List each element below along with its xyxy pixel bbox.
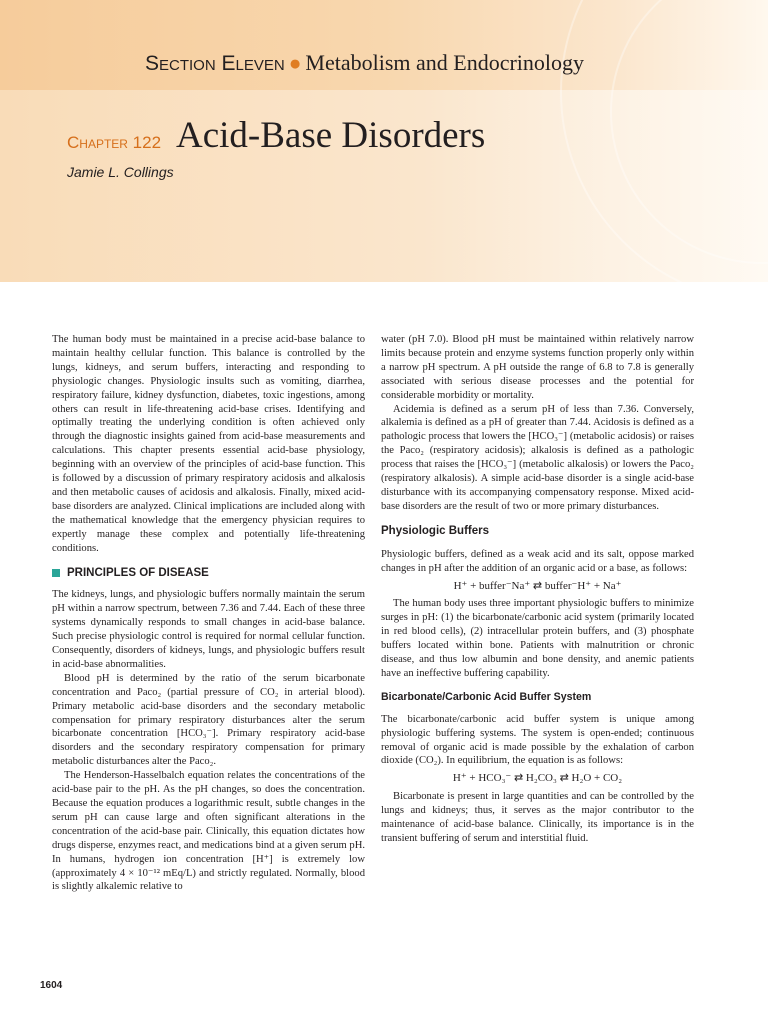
physiologic-buffers-heading: Physiologic Buffers (381, 524, 489, 537)
paragraph: Physiologic buffers, defined as a weak acid and its salt, oppose marked changes in pH after the addition of an organic acid or a base, as follows: (381, 548, 694, 574)
bicarbonate-heading: Bicarbonate/Carbonic Acid Buffer System (381, 690, 592, 703)
section-heading (145, 50, 584, 76)
text-column-left (52, 333, 365, 894)
paragraph: The Henderson-Hasselbalch equation relates the concentrations of the acid-base pair to the pH. As the pH changes, so does the concentration. Because the equation produces a logarithmic result, subtle changes in the serum pH can cause large and often significant alterations in the concentration of the acid-base pair. Clinically, this equation dictates how drugs disperse, enzymes react, and medications bind at a given serum pH. In humans, hydrogen ion concentration [H⁺] is extremely low (approximately 4 × 10⁻¹² mEq/L) and strictly regulated. Normally, blood is slightly alkalemic relative to (52, 770, 366, 893)
bicarbonate-equation: H⁺ + HCO₃⁻ ⇄ H₂CO₃ ⇄ H₂O + CO₂ (452, 772, 623, 785)
bullet-dot-icon: ● (288, 52, 302, 75)
chapter-header (0, 0, 768, 282)
principles-heading-text: PRINCIPLES OF DISEASE (67, 566, 209, 579)
page-number: 1604 (40, 980, 63, 991)
section-label: Section Eleven (145, 52, 285, 75)
paragraph: Bicarbonate is present in large quantities and can be controlled by the lungs and kidneys; thus, it serves as the major contributor to the maintenance of acid-base balance. Clinically, its importance is in the transient buffering of serum and interstitial fluid. (381, 791, 694, 844)
author-name: Jamie L. Collings (67, 164, 174, 180)
buffer-equation: H⁺ + buffer⁻Na⁺ ⇄ buffer⁻H⁺ + Na⁺ (453, 579, 622, 592)
chapter-label: Chapter 122 (67, 133, 162, 152)
paragraph: Blood pH is determined by the ratio of the serum bicarbonate concentration and Paco₂ (partial pressure of CO₂ in arterial blood). Primary metabolic acid-base disorders and the secondary metabolic compensation for primary respiratory disturbances alter the serum bicarbonate concentration [HCO₃⁻]. Primary respiratory acid-base disorders and the secondary respiratory compensation for primary metabolic disturbances alter the Paco₂. (52, 672, 365, 768)
paragraph: Acidemia is defined as a serum pH of less than 7.36. Conversely, alkalemia is defined as a pH of greater than 7.44. Acidosis is defined as a pathologic process that lowers the [HCO₃⁻] (metabolic acidosis) or raises the Paco₂ (respiratory acidosis); alkalosis is defined as a pathologic process that raises the [HCO₃⁻] (metabolic alkalosis) or lowers the Paco₂ (respiratory alkalosis). A simple acid-base disorder is a single acid-base disturbance with its accompanying compensatory response. Mixed acid-base disorders are the result of two or more primary disturbances. (381, 403, 694, 512)
paragraph: water (pH 7.0). Blood pH must be maintained within relatively narrow limits because protein and enzyme systems function properly only within a narrow pH spectrum. A pH outside the range of 6.8 to 7.8 is generally associated with serious disease processes and the potential for considerable morbidity or mortality. (381, 334, 694, 401)
paragraph: The bicarbonate/carbonic acid buffer system is unique among physiologic buffering systems. The system is open-ended; continuous removal of organic acid is made possible by the exhalation of carbon dioxide (CO₂). In equilibrium, the equation is as follows: (381, 713, 694, 767)
intro-paragraph: The human body must be maintained in a precise acid-base balance to maintain healthy cellular function. This balance is controlled by the lungs, kidneys, and serum buffers, interacting and responding to physiologic changes. Physiologic insults such as vomiting, diarrhea, respiratory failure, kidney dysfunction, diabetes, toxic ingestions, among others can result in life-threatening acid-base crises. Identifying and optimally treating the underlying condition is often achieved only through the diagnostic insights gained from acid-base measurements and calculations. This chapter presents essential acid-base physiology, beginning with an overview of the principles of acid-base function. This is followed by a discussion of primary respiratory acidosis and alkalosis and then metabolic causes of acidosis and alkalosis. Finally, mixed acid-base disorders are analyzed. Clinical implications are included along with the mathematical knowledge that the emergency physician requires to expertly manage these complex and potentially life-threatening conditions. (52, 334, 365, 554)
section-title: Metabolism and Endocrinology (305, 50, 585, 75)
paragraph: The kidneys, lungs, and physiologic buffers normally maintain the serum pH within a narrow spectrum, between 7.36 and 7.44. Each of these three systems dynamically responds to small changes in acid-base balance. Such precise physiologic control is required for normal cellular function. Consequently, disorders of kidneys, lungs, and physiologic buffers result in acid-base abnormalities. (52, 589, 365, 670)
text-column-right (381, 333, 694, 846)
paragraph: The human body uses three important physiologic buffers to minimize surges in pH: (1) the bicarbonate/carbonic acid system (primarily located in red blood cells), (2) intracellular protein buffers, and (3) phosphate buffers located within bone. Patients with malnutrition or chronic disease, and thus low albumin and bone density, and anemic patients have an ineffective buffering capability. (381, 598, 694, 679)
heading-square-icon (52, 569, 60, 577)
principles-heading (52, 567, 365, 581)
chapter-title: Acid-Base Disorders (176, 115, 486, 156)
